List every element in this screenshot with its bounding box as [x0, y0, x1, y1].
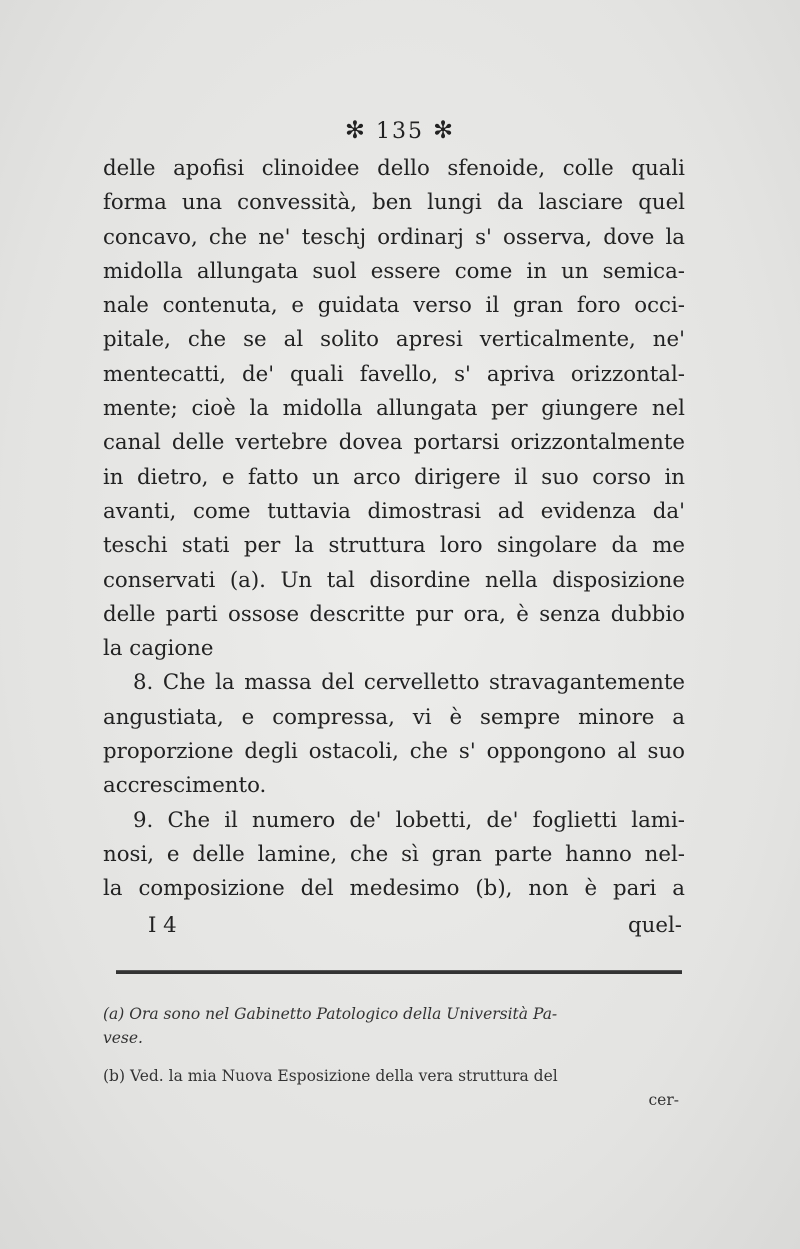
text-line: delle apofisi clinoidee dello sfenoide, colle quali	[103, 156, 685, 181]
text-line: mentecatti, de' quali favello, s' apriva orizzontal-	[103, 361, 685, 387]
footnote-a-line1: (a) Ora sono nel Gabinetto Patologico della Università Pa-	[103, 1005, 558, 1023]
text-line: accrescimento.	[103, 773, 267, 799]
text-line: midolla allungata suol essere come in un semica-	[103, 258, 685, 284]
asterism-right-icon: ✻	[433, 116, 456, 144]
text-line: teschi stati per la struttura loro singolare da me	[103, 533, 685, 559]
footnote-b-line1: (b) Ved. la mia Nuova Esposizione della vera struttura del	[103, 1067, 558, 1085]
text-line: forma una convessità, ben lungi da lasciare quel	[103, 190, 685, 216]
page-header	[0, 116, 800, 144]
signature-row	[148, 913, 682, 938]
text-line: proporzione degli ostacoli, che s' oppongono al suo	[103, 739, 685, 765]
text-line: la cagione	[103, 636, 214, 662]
text-line: concavo, che ne' teschj ordinarj s' osserva, dove la	[103, 224, 685, 250]
text-line: nale contenuta, e guidata verso il gran foro occi-	[103, 293, 685, 319]
page-number: 135	[376, 119, 424, 144]
asterism-left-icon: ✻	[344, 116, 367, 144]
text-line: avanti, come tuttavia dimostrasi ad evidenza da'	[103, 498, 685, 524]
text-line: mente; cioè la midolla allungata per giungere nel	[103, 396, 685, 422]
text-line: la composizione del medesimo (b), non è pari a	[103, 876, 685, 902]
text-line: in dietro, e fatto un arco dirigere il suo corso in	[103, 464, 685, 490]
text-line: angustiata, e compressa, vi è sempre minore a	[103, 704, 685, 730]
footnote-rule	[116, 970, 682, 974]
footnote-a-line2: vese.	[103, 1029, 143, 1047]
text-line: delle parti ossose descritte pur ora, è senza dubbio	[103, 601, 685, 627]
footnotes	[103, 1002, 683, 1112]
text-line: nosi, e delle lamine, che sì gran parte hanno nel-	[103, 841, 685, 867]
text-line: conservati (a). Un tal disordine nella disposizione	[103, 567, 685, 593]
text-line: pitale, che se al solito apresi verticalmente, ne'	[103, 327, 685, 353]
text-line: 8. Che la massa del cervelletto stravagantemente	[133, 670, 685, 696]
footnote-b-catchword: cer-	[648, 1091, 679, 1109]
text-line: 9. Che il numero de' lobetti, de' foglietti lami-	[133, 807, 685, 833]
body-text	[103, 152, 685, 907]
catchword: quel-	[628, 913, 682, 938]
text-line: canal delle vertebre dovea portarsi orizzontalmente	[103, 430, 685, 456]
signature-mark: I 4	[148, 913, 177, 938]
